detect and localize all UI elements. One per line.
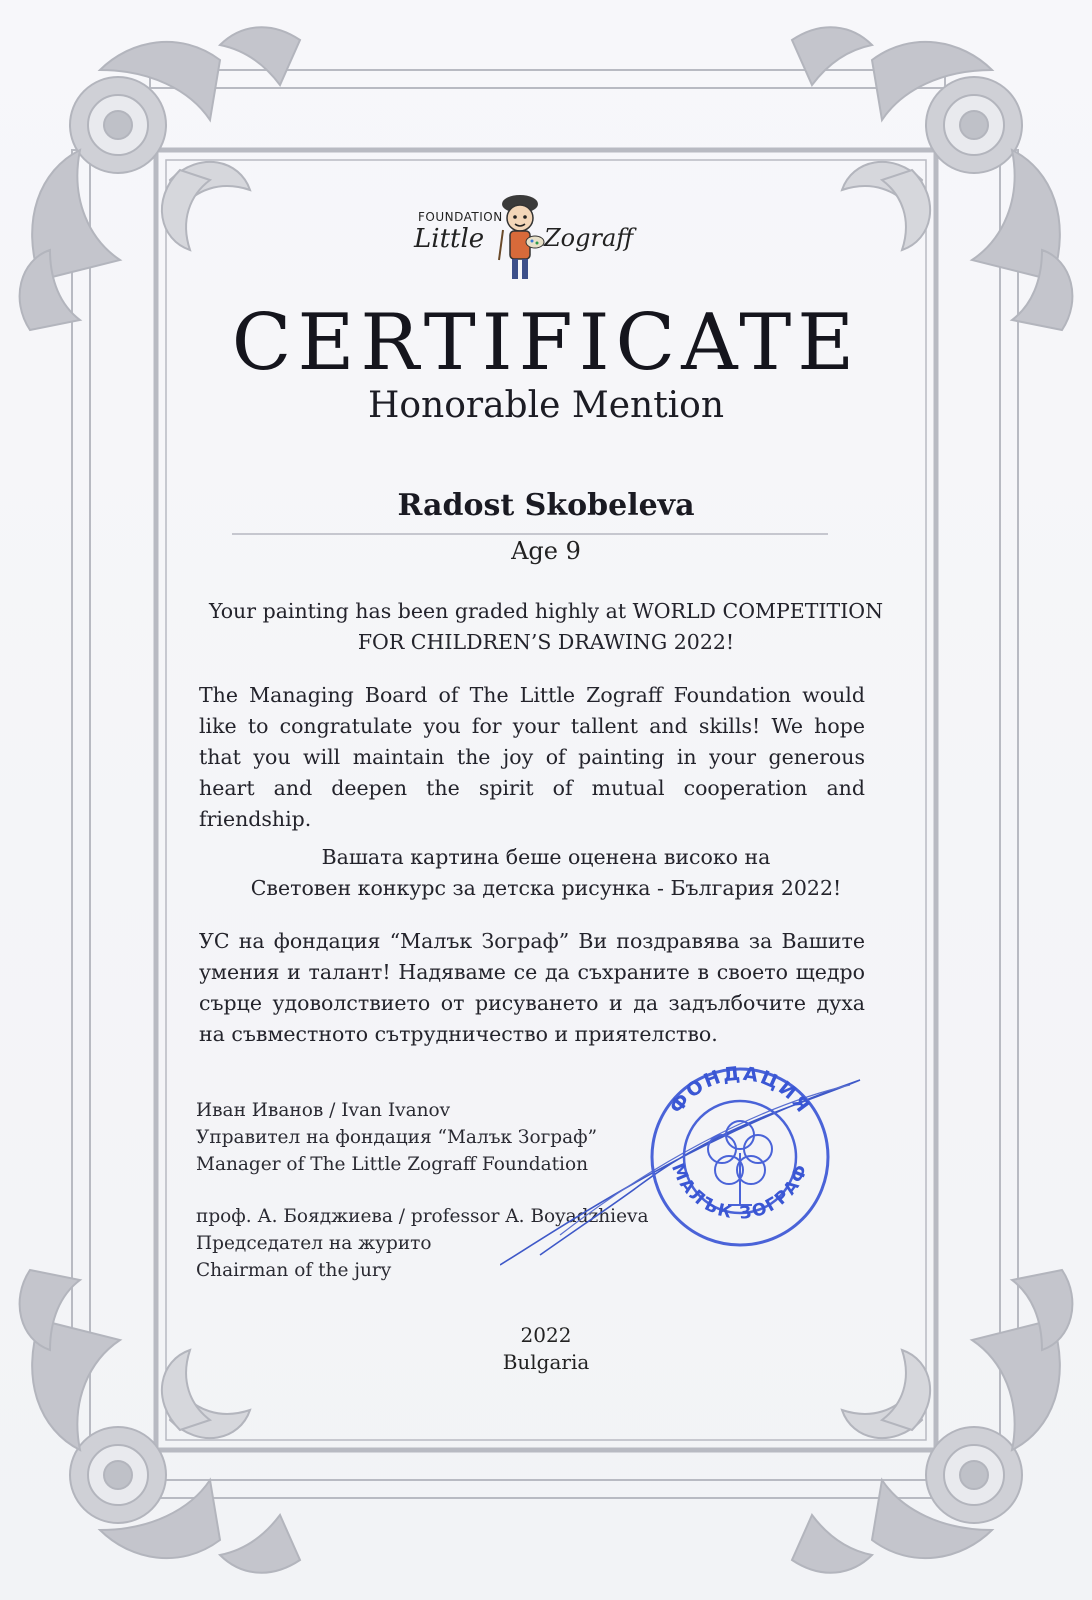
chair-role-en: Chairman of the jury (196, 1260, 392, 1281)
name-underline (232, 533, 828, 535)
corner-ornament-top-right (792, 27, 1072, 330)
manager-role-en: Manager of The Little Zograff Foundation (196, 1154, 588, 1175)
logo-name-zograff: Zograff (544, 224, 634, 252)
bulgarian-announcement (150, 842, 942, 904)
manager-role-bg: Управител на фондация “Малък Зограф” (196, 1127, 598, 1148)
english-announcement (150, 596, 942, 658)
chair-role-bg: Председател на журито (196, 1233, 432, 1254)
certificate-title: CERTIFICATE (231, 298, 861, 388)
corner-ornament-top-left (20, 27, 300, 330)
svg-text:ФОНДАЦИЯ (665, 1063, 814, 1118)
painter-boy-icon (495, 190, 545, 285)
bulgarian-announcement-line-2: Световен конкурс за детска рисунка - България 2022! (250, 876, 842, 900)
chair-name: проф. А. Бояджиева / professor A. Boyadzhieva (196, 1206, 649, 1227)
corner-ornament-bottom-right (792, 1270, 1072, 1573)
english-congratulations: The Managing Board of The Little Zograff Foundation would like to congratulate you for your tallent and skills! We hope that you will maintain the joy of painting in your generous heart and deepen the spirit of mutual cooperation and friendship. (199, 683, 865, 831)
stamp-text-bottom: МАЛЪК ЗОГРАФ (667, 1160, 813, 1224)
bulgarian-announcement-line-1: Вашата картина беше оценена високо на (321, 845, 771, 869)
stamp-seal-icon (500, 1045, 880, 1275)
logo-foundation-label: FOUNDATION (418, 210, 503, 224)
recipient-name: Radost Skobeleva (397, 488, 695, 523)
logo-name-little: Little (414, 224, 485, 254)
footer-country: Bulgaria (502, 1350, 590, 1374)
recipient-age: Age 9 (511, 537, 581, 565)
manager-name: Иван Иванов / Ivan Ivanov (196, 1100, 451, 1121)
footer-year: 2022 (520, 1323, 572, 1347)
certificate-subtitle: Honorable Mention (367, 385, 725, 426)
foundation-logo (410, 190, 670, 290)
bulgarian-congratulations: УС на фондация “Малък Зограф” Ви поздравява за Вашите умения и талант! Надяваме се да съхраните в своето щедро сърце удоволствието от рисуването и да задълбочите духа на съвместното сътрудничество и приятелство. (199, 929, 865, 1046)
english-announcement-line-1: Your painting has been graded highly at WORLD COMPETITION (208, 599, 884, 623)
stamp-text-top: ФОНДАЦИЯ (665, 1062, 815, 1118)
english-announcement-line-2: FOR CHILDREN’S DRAWING 2022! (357, 630, 735, 654)
foundation-stamp (500, 1045, 880, 1275)
corner-ornament-bottom-left (20, 1270, 300, 1573)
